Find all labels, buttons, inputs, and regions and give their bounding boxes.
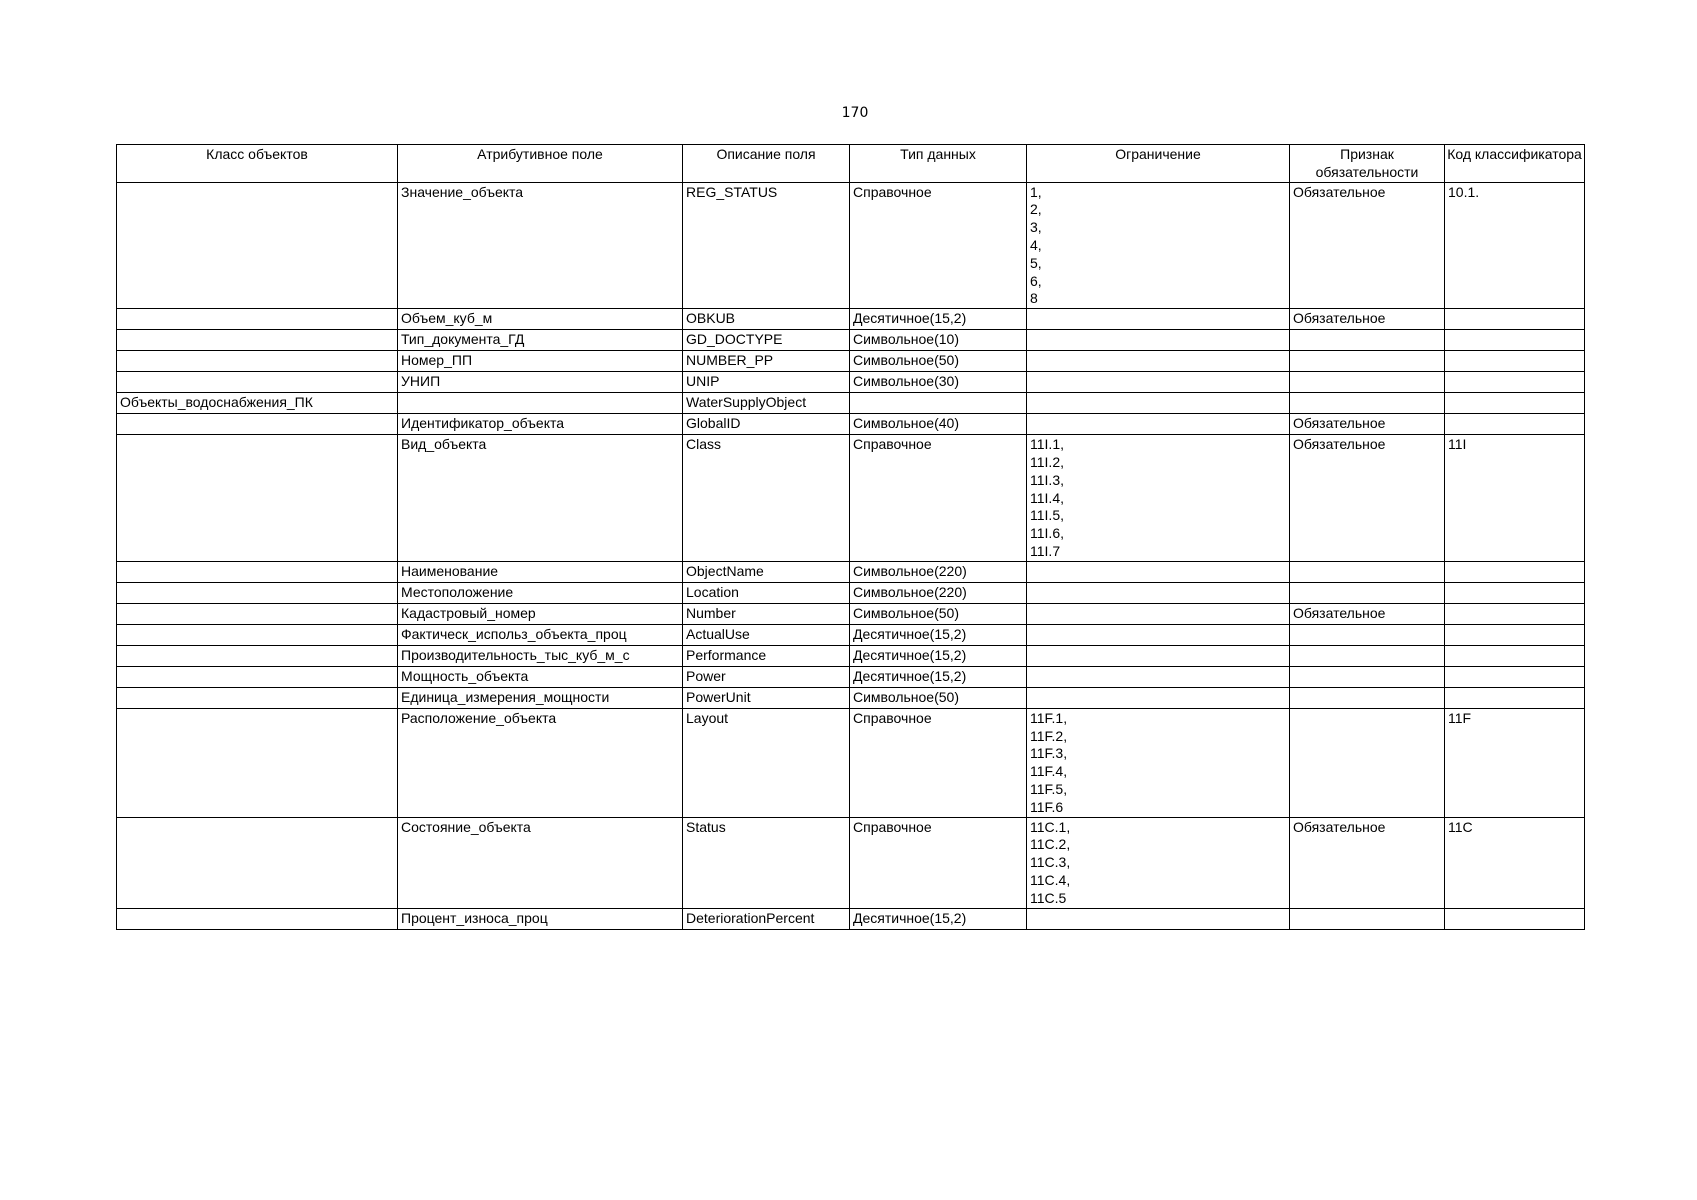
column-header-field-description: Описание поля [683, 145, 850, 183]
column-header-required-flag: Признак обязательности [1290, 145, 1445, 183]
cell-required-flag [1290, 351, 1445, 372]
cell-required-flag [1290, 372, 1445, 393]
cell-field-description: Location [683, 582, 850, 603]
table-row [117, 309, 1585, 330]
cell-attribute-field: Единица_измерения_мощности [398, 687, 683, 708]
cell-object-class [117, 582, 398, 603]
cell-field-description: DeteriorationPercent [683, 908, 850, 929]
cell-required-flag: Обязательное [1290, 309, 1445, 330]
cell-object-class [117, 908, 398, 929]
page-number: 170 [841, 105, 869, 121]
table-row [117, 330, 1585, 351]
cell-field-description: ActualUse [683, 624, 850, 645]
cell-data-type: Десятичное(15,2) [850, 908, 1027, 929]
table-row [117, 561, 1585, 582]
cell-field-description: GD_DOCTYPE [683, 330, 850, 351]
cell-field-description: WaterSupplyObject [683, 393, 850, 414]
cell-object-class [117, 309, 398, 330]
cell-object-class: Объекты_водоснабжения_ПК [117, 393, 398, 414]
cell-field-description: Performance [683, 645, 850, 666]
cell-field-description: Class [683, 435, 850, 562]
cell-attribute-field: Фактическ_использ_объекта_проц [398, 624, 683, 645]
cell-data-type: Символьное(10) [850, 330, 1027, 351]
cell-required-flag: Обязательное [1290, 414, 1445, 435]
cell-data-type: Справочное [850, 435, 1027, 562]
cell-required-flag: Обязательное [1290, 435, 1445, 562]
cell-restriction [1027, 603, 1290, 624]
cell-object-class [117, 645, 398, 666]
cell-classifier-code [1445, 908, 1585, 929]
cell-restriction [1027, 666, 1290, 687]
cell-object-class [117, 687, 398, 708]
cell-object-class [117, 435, 398, 562]
cell-restriction [1027, 330, 1290, 351]
table-row [117, 372, 1585, 393]
cell-attribute-field: Расположение_объекта [398, 708, 683, 817]
cell-required-flag [1290, 561, 1445, 582]
cell-object-class [117, 414, 398, 435]
cell-field-description: GlobalID [683, 414, 850, 435]
cell-data-type: Справочное [850, 182, 1027, 309]
table-row [117, 708, 1585, 817]
cell-classifier-code [1445, 393, 1585, 414]
cell-restriction [1027, 309, 1290, 330]
cell-field-description: Status [683, 817, 850, 908]
cell-data-type: Символьное(50) [850, 687, 1027, 708]
cell-restriction: 11F.1, 11F.2, 11F.3, 11F.4, 11F.5, 11F.6 [1027, 708, 1290, 817]
table-row [117, 908, 1585, 929]
cell-restriction [1027, 645, 1290, 666]
cell-field-description: REG_STATUS [683, 182, 850, 309]
cell-required-flag [1290, 393, 1445, 414]
cell-restriction: 1, 2, 3, 4, 5, 6, 8 [1027, 182, 1290, 309]
cell-restriction [1027, 561, 1290, 582]
cell-required-flag: Обязательное [1290, 182, 1445, 309]
column-header-object-class: Класс объектов [117, 145, 398, 183]
cell-required-flag [1290, 708, 1445, 817]
cell-classifier-code [1445, 666, 1585, 687]
table-row [117, 645, 1585, 666]
cell-object-class [117, 624, 398, 645]
table-row [117, 817, 1585, 908]
cell-classifier-code: 11F [1445, 708, 1585, 817]
cell-object-class [117, 666, 398, 687]
cell-required-flag [1290, 908, 1445, 929]
cell-attribute-field: УНИП [398, 372, 683, 393]
cell-attribute-field: Наименование [398, 561, 683, 582]
cell-attribute-field [398, 393, 683, 414]
cell-field-description: Number [683, 603, 850, 624]
cell-required-flag [1290, 330, 1445, 351]
cell-object-class [117, 351, 398, 372]
cell-data-type: Десятичное(15,2) [850, 666, 1027, 687]
cell-required-flag [1290, 624, 1445, 645]
cell-classifier-code [1445, 603, 1585, 624]
cell-attribute-field: Мощность_объекта [398, 666, 683, 687]
column-header-restriction: Ограничение [1027, 145, 1290, 183]
column-header-data-type: Тип данных [850, 145, 1027, 183]
cell-object-class [117, 561, 398, 582]
cell-field-description: UNIP [683, 372, 850, 393]
cell-object-class [117, 603, 398, 624]
cell-attribute-field: Вид_объекта [398, 435, 683, 562]
cell-data-type: Символьное(220) [850, 561, 1027, 582]
cell-restriction [1027, 393, 1290, 414]
cell-field-description: Power [683, 666, 850, 687]
column-header-classifier-code: Код классификатора [1445, 145, 1585, 183]
cell-restriction: 11C.1, 11C.2, 11C.3, 11C.4, 11C.5 [1027, 817, 1290, 908]
cell-object-class [117, 372, 398, 393]
cell-object-class [117, 708, 398, 817]
table-row [117, 414, 1585, 435]
cell-data-type: Символьное(30) [850, 372, 1027, 393]
cell-attribute-field: Идентификатор_объекта [398, 414, 683, 435]
table-row [117, 687, 1585, 708]
cell-data-type: Справочное [850, 708, 1027, 817]
cell-field-description: ObjectName [683, 561, 850, 582]
cell-attribute-field: Процент_износа_проц [398, 908, 683, 929]
cell-attribute-field: Объем_куб_м [398, 309, 683, 330]
cell-field-description: NUMBER_PP [683, 351, 850, 372]
cell-attribute-field: Номер_ПП [398, 351, 683, 372]
cell-classifier-code: 11I [1445, 435, 1585, 562]
cell-data-type [850, 393, 1027, 414]
cell-attribute-field: Производительность_тыс_куб_м_с [398, 645, 683, 666]
cell-required-flag: Обязательное [1290, 603, 1445, 624]
cell-attribute-field: Тип_документа_ГД [398, 330, 683, 351]
table-row [117, 182, 1585, 309]
table-row [117, 666, 1585, 687]
cell-data-type: Символьное(220) [850, 582, 1027, 603]
cell-required-flag [1290, 687, 1445, 708]
cell-classifier-code [1445, 687, 1585, 708]
cell-data-type: Десятичное(15,2) [850, 624, 1027, 645]
cell-restriction [1027, 372, 1290, 393]
cell-object-class [117, 330, 398, 351]
cell-restriction [1027, 687, 1290, 708]
cell-object-class [117, 817, 398, 908]
cell-restriction [1027, 582, 1290, 603]
cell-field-description: Layout [683, 708, 850, 817]
cell-required-flag [1290, 582, 1445, 603]
table-row [117, 582, 1585, 603]
cell-classifier-code [1445, 351, 1585, 372]
table-row [117, 435, 1585, 562]
cell-classifier-code [1445, 561, 1585, 582]
cell-object-class [117, 182, 398, 309]
cell-classifier-code [1445, 582, 1585, 603]
cell-data-type: Символьное(50) [850, 351, 1027, 372]
cell-attribute-field: Кадастровый_номер [398, 603, 683, 624]
table-row [117, 393, 1585, 414]
cell-classifier-code [1445, 624, 1585, 645]
attribute-table [116, 144, 1585, 930]
table-body [117, 182, 1585, 929]
table-row [117, 603, 1585, 624]
cell-attribute-field: Значение_объекта [398, 182, 683, 309]
cell-restriction [1027, 414, 1290, 435]
cell-restriction: 11I.1, 11I.2, 11I.3, 11I.4, 11I.5, 11I.6, 11I.7 [1027, 435, 1290, 562]
column-header-attribute-field: Атрибутивное поле [398, 145, 683, 183]
cell-classifier-code: 11C [1445, 817, 1585, 908]
cell-data-type: Символьное(40) [850, 414, 1027, 435]
table-header-row [117, 145, 1585, 183]
cell-required-flag [1290, 645, 1445, 666]
cell-data-type: Десятичное(15,2) [850, 645, 1027, 666]
cell-classifier-code [1445, 372, 1585, 393]
cell-classifier-code [1445, 414, 1585, 435]
cell-restriction [1027, 351, 1290, 372]
cell-classifier-code [1445, 309, 1585, 330]
cell-data-type: Символьное(50) [850, 603, 1027, 624]
cell-classifier-code: 10.1. [1445, 182, 1585, 309]
cell-data-type: Справочное [850, 817, 1027, 908]
table-row [117, 351, 1585, 372]
cell-data-type: Десятичное(15,2) [850, 309, 1027, 330]
cell-required-flag [1290, 666, 1445, 687]
cell-classifier-code [1445, 645, 1585, 666]
cell-attribute-field: Местоположение [398, 582, 683, 603]
cell-attribute-field: Состояние_объекта [398, 817, 683, 908]
cell-field-description: PowerUnit [683, 687, 850, 708]
cell-field-description: OBKUB [683, 309, 850, 330]
cell-classifier-code [1445, 330, 1585, 351]
cell-restriction [1027, 624, 1290, 645]
table-row [117, 624, 1585, 645]
cell-required-flag: Обязательное [1290, 817, 1445, 908]
cell-restriction [1027, 908, 1290, 929]
